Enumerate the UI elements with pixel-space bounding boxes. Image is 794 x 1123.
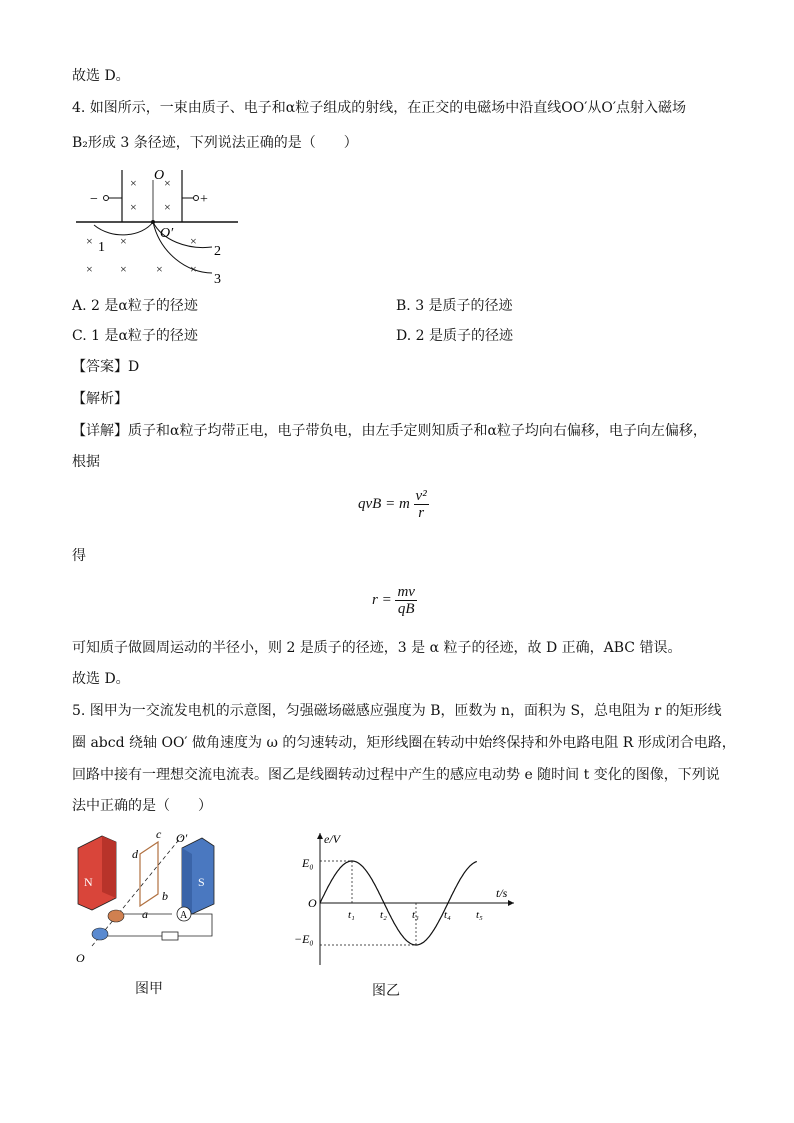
- origin-label: O: [308, 896, 317, 910]
- tick-label: t₁: [348, 909, 355, 921]
- question-5-stem-cont: 回路中接有一理想交流电流表。图乙是线圈转动过程中产生的感应电动势 e 随时间 t 变化的图像，下列说: [72, 767, 720, 783]
- field-cross: ×: [120, 234, 127, 248]
- neg-e0-label: −E₀: [294, 932, 314, 946]
- y-axis-label: e/V: [324, 832, 340, 846]
- option-a: A. 2 是α粒子的径迹: [72, 298, 198, 314]
- axis-label-o-prime: O′: [176, 831, 188, 845]
- field-cross: ×: [86, 234, 93, 248]
- question-4-stem-cont: B₂形成 3 条径迹，下列说法正确的是（ ）: [72, 135, 358, 151]
- field-cross: ×: [130, 200, 137, 214]
- coil-label-a: a: [142, 907, 148, 921]
- formula-numerator: v²: [415, 488, 427, 504]
- track-label-2: 2: [214, 244, 221, 259]
- coil-label-b: b: [162, 889, 168, 903]
- figure-caption-jia: 图甲: [135, 981, 163, 997]
- field-cross: ×: [86, 262, 93, 276]
- question-4-stem: 4. 如图所示，一束由质子、电子和α粒子组成的射线，在正交的电磁场中沿直线OO′从O′点射入磁场: [72, 100, 687, 116]
- tick-label: t₃: [412, 909, 419, 921]
- tick-label: t₅: [476, 909, 483, 921]
- figure-particle-tracks: [72, 165, 242, 290]
- answer-line: 【答案】D: [72, 359, 140, 375]
- text-line: 故选 D。: [72, 671, 130, 687]
- conclusion-line: 可知质子做圆周运动的半径小，则 2 是质子的径迹，3 是 α 粒子的径迹，故 D 正确，ABC 错误。: [72, 640, 682, 656]
- question-5-stem: 5. 图甲为一交流发电机的示意图，匀强磁场磁感应强度为 B，匝数为 n，面积为 S，总电阻为 r 的矩形线: [72, 703, 722, 719]
- coil-label-d: d: [132, 847, 138, 861]
- label-o-prime: O′: [160, 226, 174, 241]
- formula-radius: [372, 584, 417, 617]
- magnet-s-label: S: [198, 875, 205, 889]
- text-line: 故选 D。: [72, 68, 130, 84]
- option-c: C. 1 是α粒子的径迹: [72, 328, 198, 344]
- question-5-stem-cont: 圈 abcd 绕轴 OO′ 做角速度为 ω 的匀速转动，矩形线圈在转动中始终保持和外电路电阻 R 形成闭合电路，: [72, 735, 736, 751]
- e0-label: E₀: [302, 856, 314, 870]
- detail-line-1: 【详解】质子和α粒子均带正电，电子带负电，由左手定则知质子和α粒子均向右偏移，电子向左偏移，: [72, 423, 707, 439]
- tick-label: t₄: [444, 909, 451, 921]
- figure-generator: [72, 828, 222, 968]
- field-cross: ×: [164, 176, 171, 190]
- formula-numerator: mv: [397, 584, 415, 600]
- formula-lorentz: [358, 488, 429, 521]
- x-axis-label: t/s: [496, 886, 508, 900]
- field-cross: ×: [190, 234, 197, 248]
- detail-line-2: 根据: [72, 454, 100, 470]
- formula-denominator: r: [418, 505, 425, 521]
- analysis-heading: 【解析】: [72, 391, 128, 407]
- text-de: 得: [72, 548, 86, 564]
- formula-lhs: r =: [372, 591, 392, 608]
- formula-denominator: qB: [397, 601, 415, 617]
- field-cross: ×: [164, 200, 171, 214]
- question-5-stem-cont: 法中正确的是（ ）: [72, 798, 212, 814]
- field-cross: ×: [190, 262, 197, 276]
- field-cross: ×: [130, 176, 137, 190]
- magnet-n-label: N: [84, 875, 93, 889]
- coil-label-c: c: [156, 828, 162, 841]
- tick-label: t₂: [380, 909, 387, 921]
- formula-fraction: [414, 488, 429, 521]
- field-cross: ×: [156, 262, 163, 276]
- minus-terminal-label: −: [90, 192, 98, 207]
- axis-label-o: O: [76, 951, 85, 965]
- ammeter-label: A: [180, 910, 188, 921]
- formula-fraction: [395, 584, 417, 617]
- plus-terminal-label: +: [200, 192, 208, 207]
- track-label-3: 3: [214, 272, 221, 287]
- formula-lhs: qvB = m: [358, 495, 410, 512]
- label-o: O: [154, 168, 165, 183]
- option-b: B. 3 是质子的径迹: [396, 298, 513, 314]
- option-d: D. 2 是质子的径迹: [396, 328, 513, 344]
- tick-labels: [348, 909, 483, 921]
- figure-emf-graph: [290, 825, 520, 970]
- track-label-1: 1: [98, 240, 105, 255]
- figure-caption-yi: 图乙: [372, 983, 400, 999]
- field-cross: ×: [120, 262, 127, 276]
